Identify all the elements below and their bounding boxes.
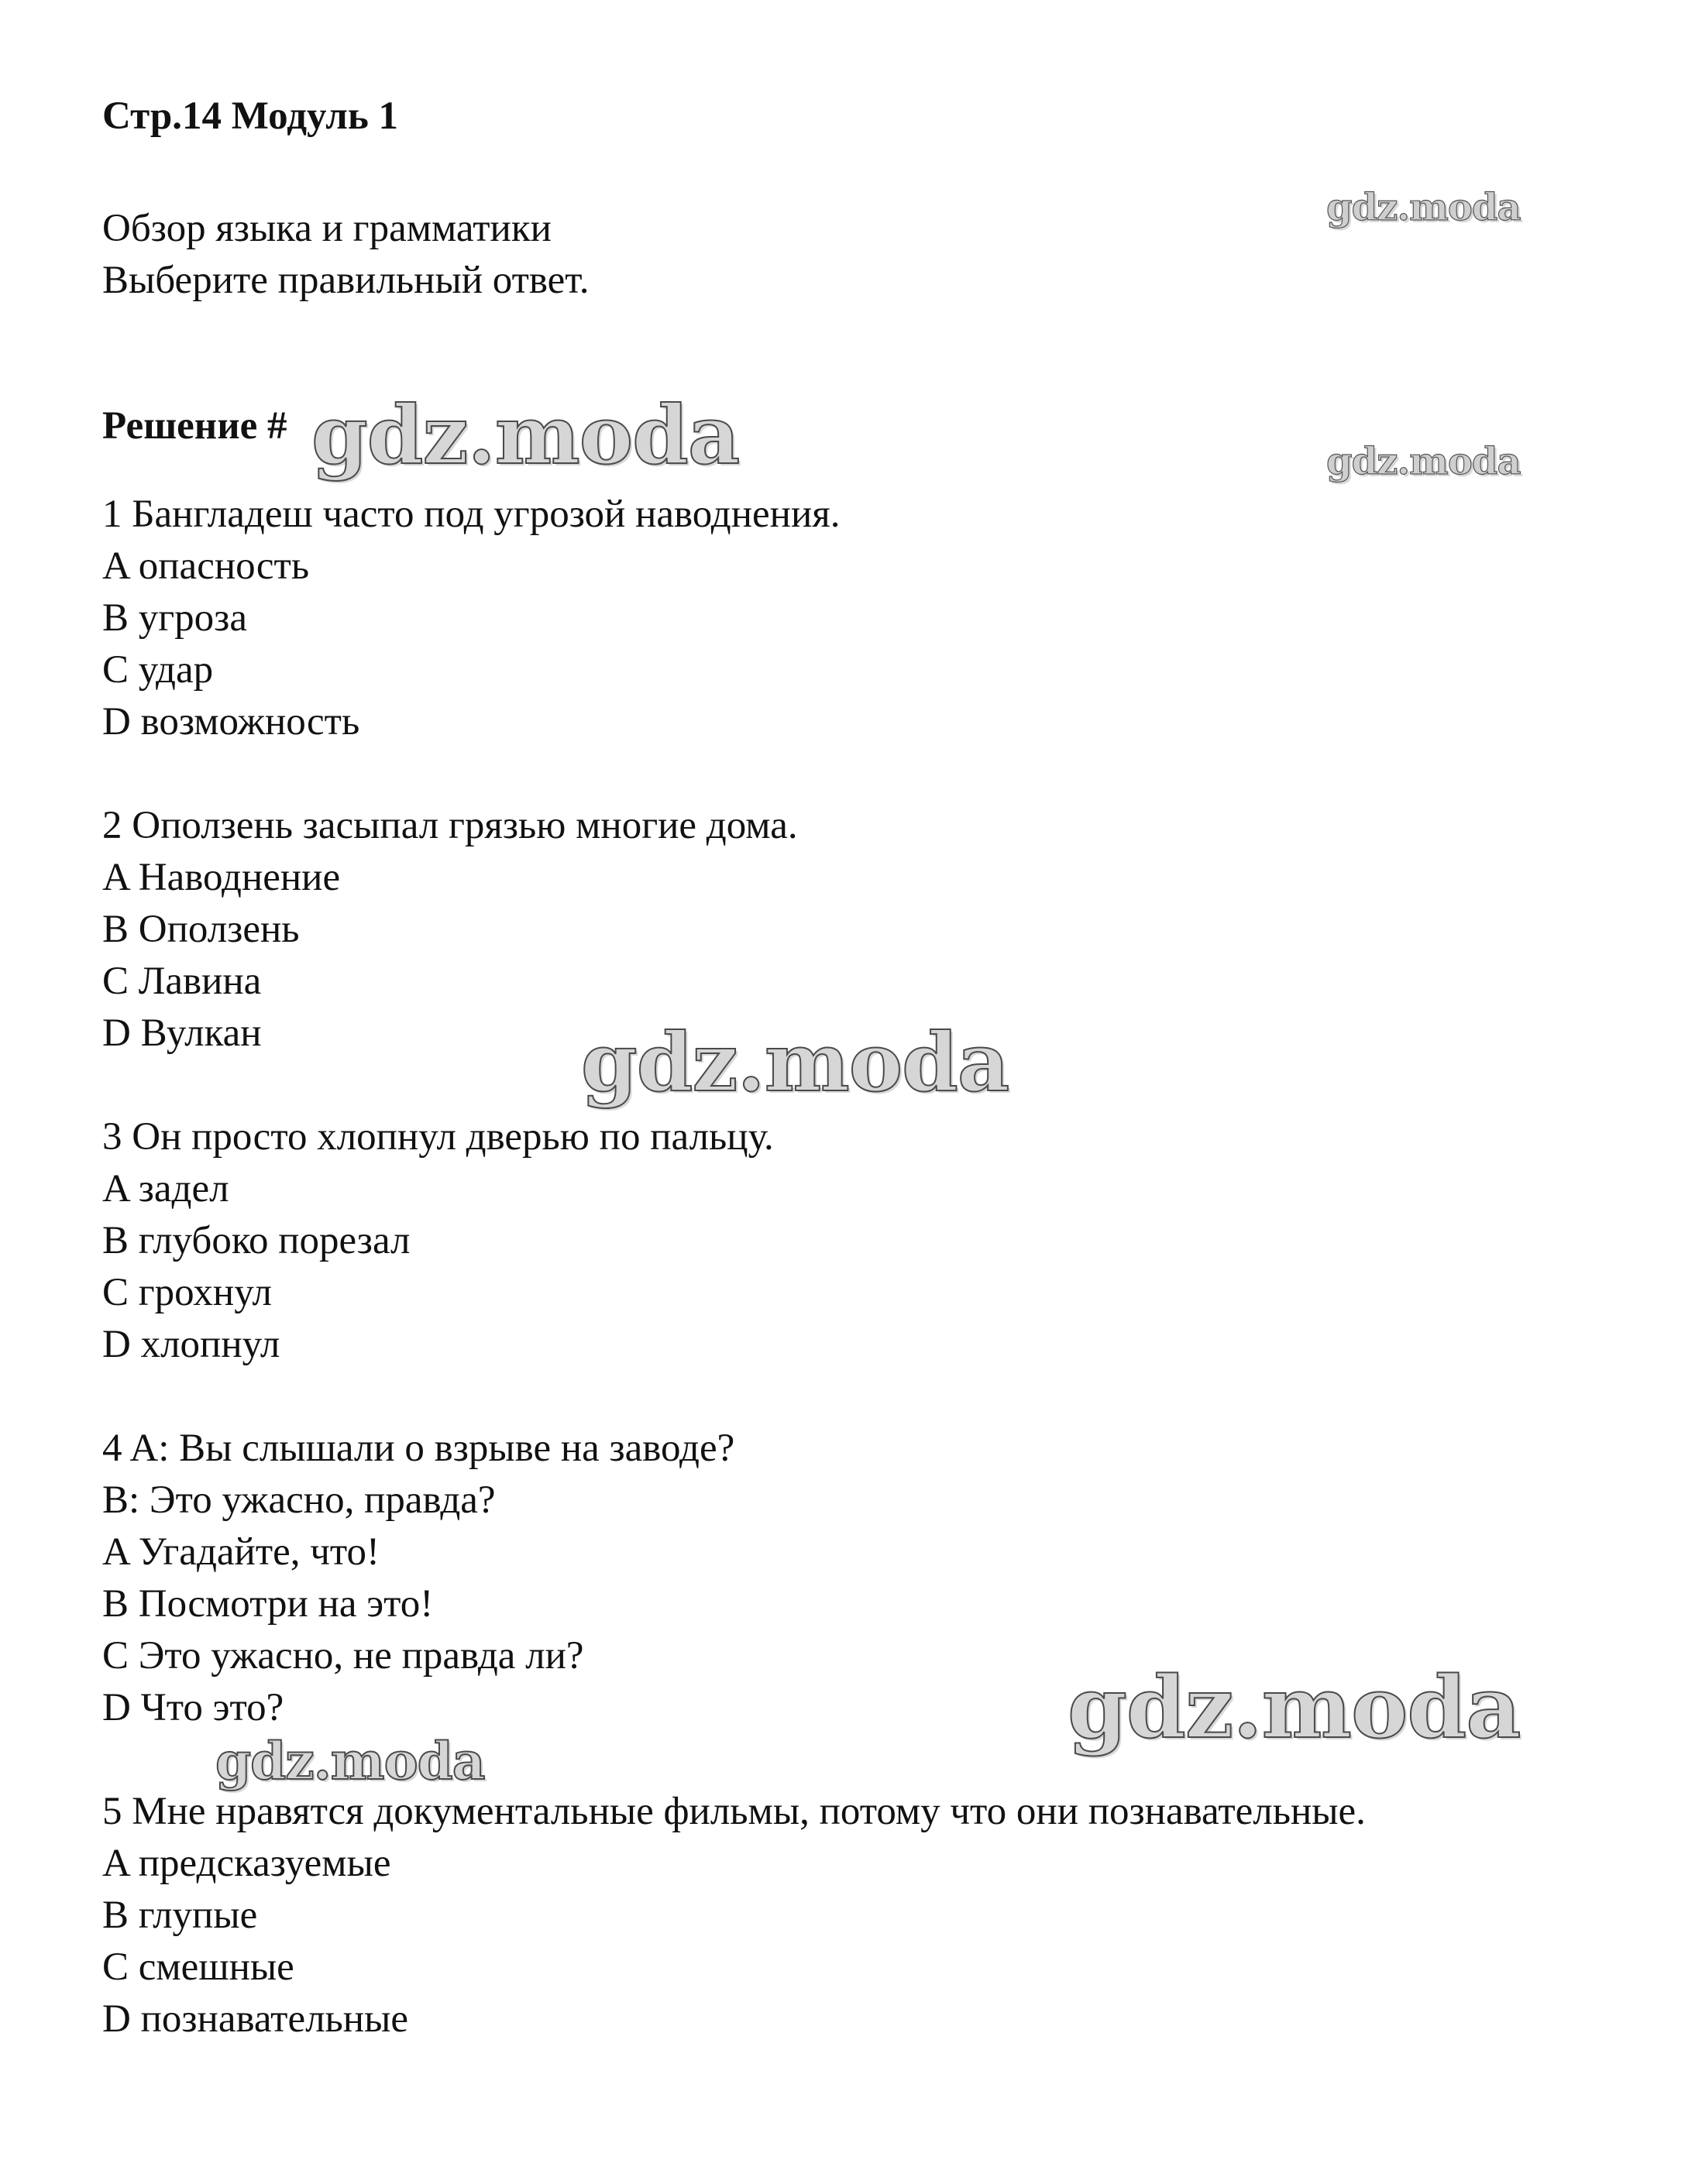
- question-1-option-d: D возможность: [102, 700, 360, 743]
- question-2-option-c: C Лавина: [102, 960, 262, 1003]
- question-1-option-c: C удар: [102, 648, 214, 692]
- watermark: gdz.moda: [581, 1015, 1009, 1110]
- question-5-option-d: D познавательные: [102, 1997, 409, 2041]
- question-5-option-a: A предсказуемые: [102, 1842, 391, 1885]
- watermark: gdz.moda: [311, 387, 740, 482]
- question-4-option-b: B Посмотри на это!: [102, 1582, 434, 1626]
- question-4-option-d: D Что это?: [102, 1686, 284, 1729]
- watermark: gdz.moda: [1326, 440, 1521, 483]
- question-3-prompt: 3 Он просто хлопнул дверью по пальцу.: [102, 1115, 774, 1159]
- question-5-option-b: B глупые: [102, 1894, 258, 1937]
- question-5-option-c: C смешные: [102, 1945, 294, 1989]
- question-2-option-b: B Оползень: [102, 908, 300, 951]
- question-3-option-c: C грохнул: [102, 1271, 272, 1314]
- solution-label: Решение #: [102, 404, 287, 448]
- question-4-subprompt: B: Это ужасно, правда?: [102, 1478, 496, 1522]
- section-heading: Обзор языка и грамматики: [102, 207, 552, 250]
- question-2-prompt: 2 Оползень засыпал грязью многие дома.: [102, 804, 798, 847]
- question-2-option-d: D Вулкан: [102, 1011, 262, 1055]
- watermark: gdz.moda: [1326, 186, 1521, 229]
- watermark: gdz.moda: [1068, 1657, 1521, 1757]
- question-1-prompt: 1 Бангладеш часто под угрозой наводнения.: [102, 493, 841, 536]
- question-1-option-b: B угроза: [102, 596, 247, 640]
- question-1-option-a: A опасность: [102, 544, 310, 588]
- question-4-option-c: C Это ужасно, не правда ли?: [102, 1634, 584, 1677]
- question-4-option-a: A Угадайте, что!: [102, 1530, 380, 1574]
- question-3-option-a: A задел: [102, 1167, 229, 1210]
- question-2-option-a: A Наводнение: [102, 856, 341, 899]
- page-title: Стр.14 Модуль 1: [102, 94, 399, 138]
- question-3-option-b: B глубоко порезал: [102, 1219, 411, 1262]
- watermark: gdz.moda: [215, 1731, 485, 1791]
- question-5-prompt: 5 Мне нравятся документальные фильмы, потому что они познавательные.: [102, 1790, 1366, 1833]
- question-3-option-d: D хлопнул: [102, 1323, 280, 1366]
- question-4-prompt: 4 A: Вы слышали о взрыве на заводе?: [102, 1427, 735, 1470]
- instruction-text: Выберите правильный ответ.: [102, 259, 590, 302]
